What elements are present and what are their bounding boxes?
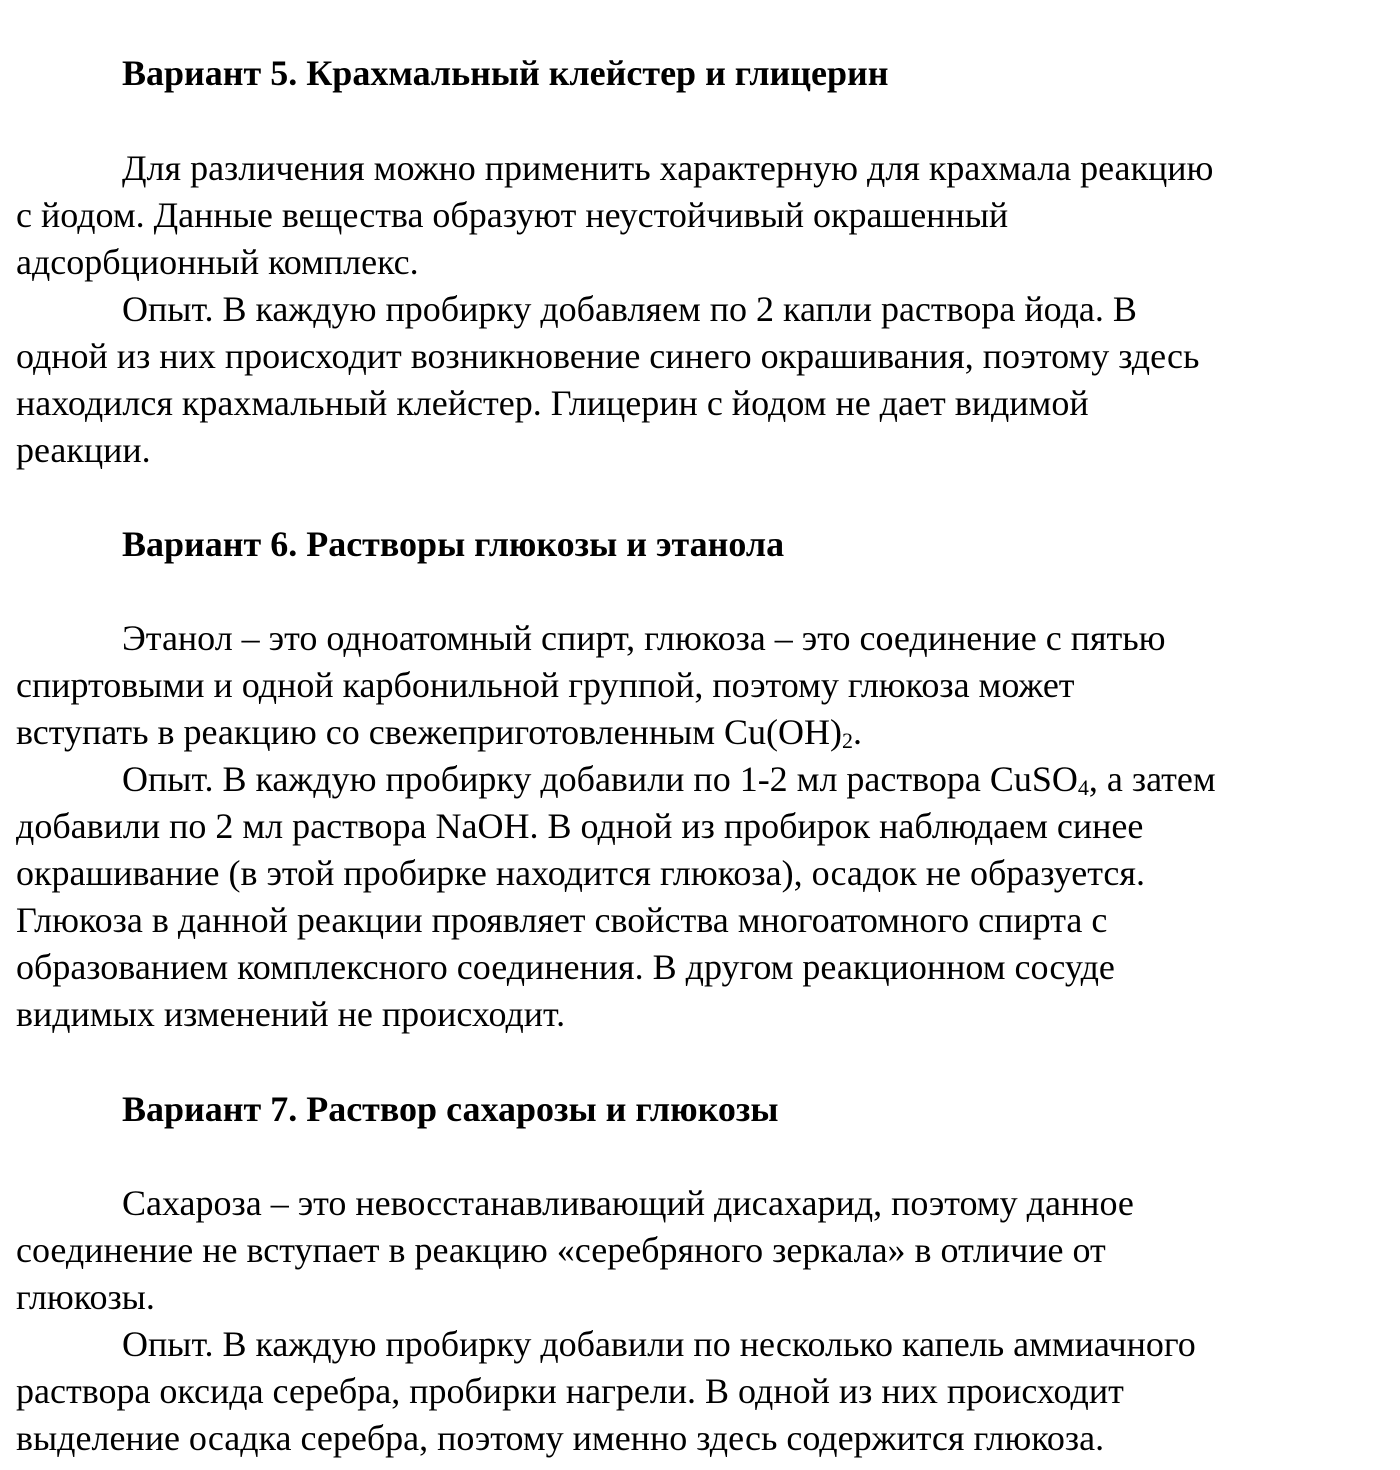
paragraph-line: Сахароза – это невосстанавливающий дисахарид, поэтому данное <box>122 1183 1134 1223</box>
paragraph-line: добавили по 2 мл раствора NaOH. В одной из пробирок наблюдаем синее <box>16 806 1144 846</box>
text-run: Опыт. В каждую пробирку добавили по 1-2 мл раствора CuSO <box>122 759 1078 799</box>
paragraph-line: адсорбционный комплекс. <box>16 242 419 282</box>
heading-variant-7: Вариант 7. Раствор сахарозы и глюкозы <box>122 1089 779 1129</box>
text-run: вступать в реакцию со свежеприготовленным Cu(OH) <box>16 712 843 752</box>
paragraph-line: окрашивание (в этой пробирке находится глюкоза), осадок не образуется. <box>16 853 1145 893</box>
paragraph-line: находился крахмальный клейстер. Глицерин с йодом не дает видимой <box>16 383 1089 423</box>
subscript: 4 <box>1077 775 1089 800</box>
paragraph-line: Опыт. В каждую пробирку добавили по несколько капель аммиачного <box>122 1324 1196 1364</box>
paragraph-line: видимых изменений не происходит. <box>16 994 566 1034</box>
paragraph-line: выделение осадка серебра, поэтому именно здесь содержится глюкоза. <box>16 1418 1105 1458</box>
heading-variant-6: Вариант 6. Растворы глюкозы и этанола <box>122 524 785 564</box>
paragraph-line: Этанол – это одноатомный спирт, глюкоза – это соединение с пятью <box>122 618 1166 658</box>
paragraph-line: Глюкоза в данной реакции проявляет свойства многоатомного спирта с <box>16 900 1108 940</box>
paragraph-line: образованием комплексного соединения. В другом реакционном сосуде <box>16 947 1115 987</box>
paragraph-line: одной из них происходит возникновение синего окрашивания, поэтому здесь <box>16 336 1200 376</box>
heading-variant-5: Вариант 5. Крахмальный клейстер и глицерин <box>122 53 889 93</box>
paragraph-line <box>122 756 1216 803</box>
subscript: 2 <box>842 728 854 753</box>
paragraph-line: соединение не вступает в реакцию «серебряного зеркала» в отличие от <box>16 1230 1106 1270</box>
paragraph-line: с йодом. Данные вещества образуют неустойчивый окрашенный <box>16 195 1009 235</box>
paragraph-line: спиртовыми и одной карбонильной группой, поэтому глюкоза может <box>16 665 1075 705</box>
paragraph-line: Для различения можно применить характерную для крахмала реакцию <box>122 148 1214 188</box>
paragraph-line <box>16 709 862 756</box>
paragraph-line: Опыт. В каждую пробирку добавляем по 2 капли раствора йода. В <box>122 289 1137 329</box>
text-run: . <box>853 712 863 752</box>
paragraph-line: раствора оксида серебра, пробирки нагрели. В одной из них происходит <box>16 1371 1124 1411</box>
text-run: , а затем <box>1088 759 1216 799</box>
paragraph-line: реакции. <box>16 430 151 470</box>
paragraph-line: глюкозы. <box>16 1277 155 1317</box>
